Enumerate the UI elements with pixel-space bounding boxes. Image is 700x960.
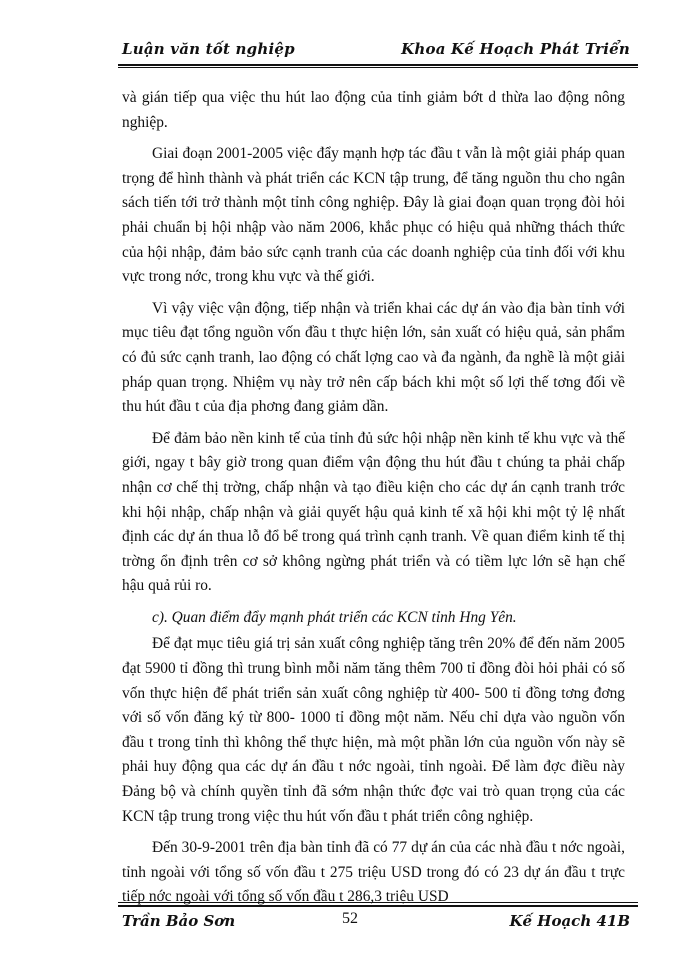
footer-rule-thin: [118, 902, 638, 903]
page-number: 52: [342, 910, 358, 927]
header-rule-thin: [118, 67, 638, 68]
footer-author: Trần Bảo Sơn: [122, 912, 236, 930]
paragraph: Đến 30-9-2001 trên địa bàn tỉnh đã có 77 dự án của các nhà đầu t nớc ngoài, tỉnh ngoài với tổng số vốn đầu t 275 triệu USD trong đó có 23 dự án đầu t trực tiếp nớc ngoài với tổng số vốn đầu t 286,3 triệu USD: [122, 839, 625, 906]
header-rule: [118, 64, 638, 66]
paragraph: Vì vậy việc vận động, tiếp nhận và triển khai các dự án vào địa bàn tỉnh với mục tiêu đạt tổng nguồn vốn đầu t thực hiện lớn, sản xuất có hiệu quả, sản phẩm có đủ sức cạnh tranh, lao động có chất lợng cao và đa ngành, đa nghề là một giải pháp quan trọng. Nhiệm vụ này trở nên cấp bách khi một số lợi thế tơng đối về thu hút đầu t của địa phơng đang giảm dần.: [122, 299, 625, 416]
paragraph: Giai đoạn 2001-2005 việc đẩy mạnh hợp tác đầu t vẫn là một giải pháp quan trọng để hình thành và phát triển các KCN tập trung, để tăng nguồn thu cho ngân sách tiến tới trở thành một tỉnh công nghiệp. Đây là giai đoạn quan trọng đòi hỏi phải chuẩn bị hội nhập vào năm 2006, khắc phục có hiệu quả những thách thức của hội nhập, đảm bảo sức cạnh tranh của các doanh nghiệp của tỉnh đối với khu vực trong nớc, trong khu vực và thế giới.: [122, 145, 625, 286]
paragraph-continuation: và gián tiếp qua việc thu hút lao động của tỉnh giảm bớt d thừa lao động nông nghiệp.: [122, 89, 625, 131]
paragraph: Để đảm bảo nền kinh tế của tỉnh đủ sức hội nhập nền kinh tế khu vực và thế giới, ngay t bây giờ trong quan điểm vận động thu hút đầu t chúng ta phải chấp nhận cơ chế thị trờng, chấp nhận và tạo điều kiện cho các dự án cạnh tranh trớc khi hội nhập, chấp nhận và giải quyết hậu quả kinh tế xã hội khi một tỷ lệ nhất định các dự án thua lỗ đổ bể trong quá trình cạnh tranh. Về quan điểm kinh tế thị trờng ổn định trên cơ sở không ngừng phát triển và có tiềm lực lớn sẽ hạn chế hậu quả rủi ro.: [122, 429, 625, 595]
header-left-title: Luận văn tốt nghiệp: [122, 40, 295, 58]
section-subheading: c). Quan điểm đẩy mạnh phát triển các KCN tỉnh Hng Yên.: [152, 608, 517, 626]
footer-class: Kế Hoạch 41B: [509, 912, 630, 930]
header-right-title: Khoa Kế Hoạch Phát Triển: [401, 40, 630, 58]
body-text: [122, 86, 625, 917]
footer-rule: [118, 905, 638, 907]
paragraph: Để đạt mục tiêu giá trị sản xuất công nghiệp tăng trên 20% để đến năm 2005 đạt 5900 tỉ đồng thì trung bình mỗi năm tăng thêm 700 tỉ đồng đòi hỏi phải có số vốn thực hiện để phát triển sản xuất công nghiệp từ 400- 500 tỉ đồng tơng đơng với số vốn đăng ký từ 800- 1000 tỉ đồng một năm. Nếu chỉ dựa vào nguồn vốn đầu t trong tỉnh thì không thể thực hiện, mà một phần lớn của nguồn vốn này sẽ phải huy động qua các dự án đầu t nớc ngoài, tỉnh ngoài. Để làm đợc điều này Đảng bộ và chính quyền tỉnh đã sớm nhận thức đợc vai trò quan trọng của các KCN tập trung trong việc thu hút vốn đầu t phát triển công nghiệp.: [122, 635, 625, 825]
